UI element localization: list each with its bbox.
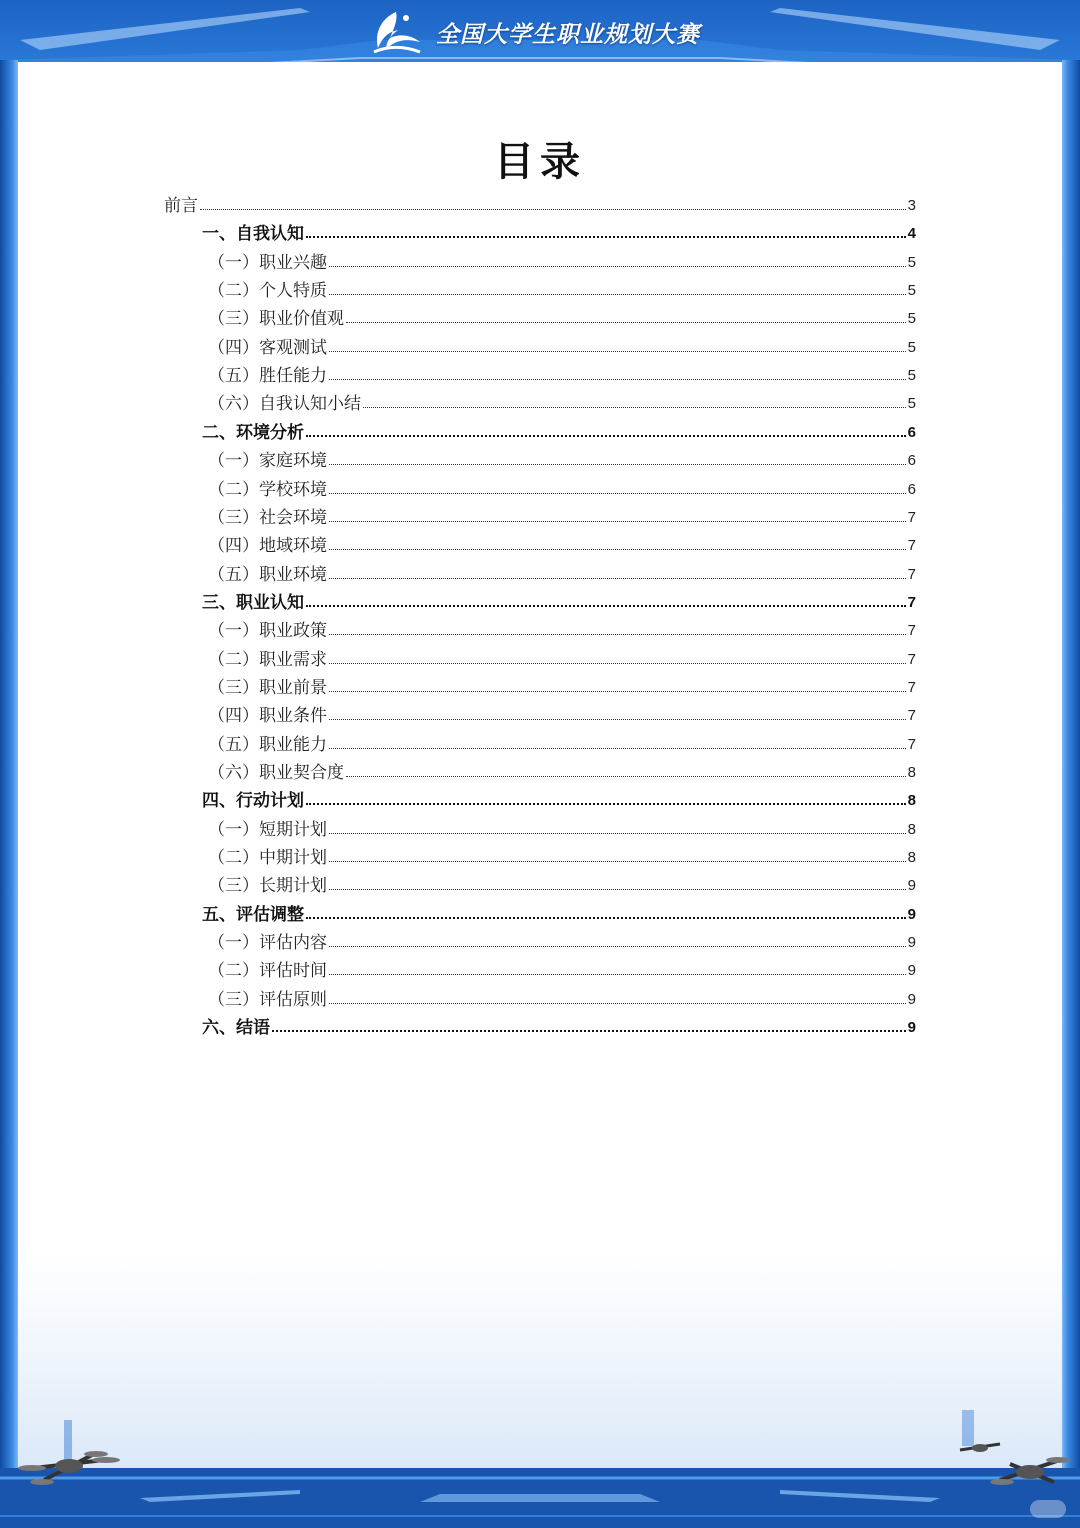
toc-dot-leader bbox=[306, 917, 906, 919]
toc-entry-label: 四、行动计划 bbox=[202, 791, 304, 812]
toc-entry-label: 一、自我认知 bbox=[202, 224, 304, 245]
toc-entry-page: 8 bbox=[907, 820, 916, 838]
frame-right bbox=[1062, 60, 1080, 1480]
toc-entry-page: 7 bbox=[907, 735, 916, 753]
toc-entry-page: 3 bbox=[907, 197, 916, 214]
toc-entry-page: 9 bbox=[907, 990, 916, 1008]
toc-entry-page: 6 bbox=[907, 423, 916, 441]
toc-dot-leader bbox=[306, 236, 906, 238]
toc-dot-leader bbox=[329, 578, 906, 579]
toc-dot-leader bbox=[329, 464, 906, 465]
toc-dot-leader bbox=[329, 974, 906, 975]
toc-entry-label: （三）长期计划 bbox=[208, 876, 327, 897]
toc-entry[interactable] bbox=[208, 472, 916, 500]
page-title: 目录 bbox=[494, 138, 586, 185]
toc-entry-page: 9 bbox=[907, 934, 916, 952]
toc-entry-page: 7 bbox=[907, 707, 916, 725]
toc-entry-label: （一）短期计划 bbox=[208, 819, 327, 840]
toc-entry-label: （二）职业需求 bbox=[208, 649, 327, 670]
toc-dot-leader bbox=[329, 719, 906, 720]
toc-entry-page: 6 bbox=[907, 452, 916, 470]
toc-dot-leader bbox=[346, 776, 906, 777]
toc-dot-leader bbox=[329, 294, 906, 295]
toc-entry-page: 5 bbox=[907, 253, 916, 271]
toc-dot-leader bbox=[329, 351, 906, 352]
toc-entry[interactable] bbox=[208, 613, 916, 641]
toc-entry-page: 8 bbox=[907, 764, 916, 781]
toc-entry[interactable] bbox=[208, 727, 916, 755]
toc-entry-page: 7 bbox=[907, 537, 916, 555]
toc-entry-label: （四）职业条件 bbox=[208, 706, 327, 727]
toc-dot-leader bbox=[329, 379, 906, 380]
toc-entry[interactable] bbox=[208, 925, 916, 953]
toc-entry-page: 7 bbox=[907, 678, 916, 696]
toc-entry-label: 二、环境分析 bbox=[202, 422, 304, 443]
toc-entry-page: 5 bbox=[907, 282, 916, 300]
toc-dot-leader bbox=[329, 946, 906, 947]
toc-entry-page: 5 bbox=[907, 310, 916, 328]
toc-dot-leader bbox=[200, 209, 906, 210]
toc-dot-leader bbox=[329, 1003, 906, 1004]
toc-entry-page: 5 bbox=[907, 395, 916, 413]
frame-left bbox=[0, 60, 18, 1480]
toc-entry[interactable] bbox=[202, 783, 916, 811]
toc-entry-page: 7 bbox=[907, 593, 916, 611]
toc-entry-label: （一）职业兴趣 bbox=[208, 252, 327, 273]
watermark-badge bbox=[1030, 1500, 1066, 1518]
toc-entry[interactable] bbox=[202, 216, 916, 244]
toc-dot-leader bbox=[329, 861, 906, 862]
competition-logo-icon bbox=[368, 8, 424, 56]
toc-entry-label: （五）职业能力 bbox=[208, 734, 327, 755]
header-brand bbox=[368, 6, 700, 58]
toc-entry-label: （五）胜任能力 bbox=[208, 366, 327, 387]
toc-entry-page: 8 bbox=[907, 792, 916, 810]
toc-entry-label: （四）客观测试 bbox=[208, 337, 327, 358]
toc-entry-label: （二）评估时间 bbox=[208, 961, 327, 982]
toc-dot-leader bbox=[346, 322, 906, 323]
toc-entry-page: 7 bbox=[907, 650, 916, 668]
toc-entry-page: 9 bbox=[907, 905, 916, 923]
toc-entry[interactable] bbox=[208, 386, 916, 414]
toc-entry[interactable] bbox=[208, 273, 916, 301]
toc-entry-page: 7 bbox=[907, 622, 916, 640]
toc-entry-label: （四）地域环境 bbox=[208, 536, 327, 557]
toc-entry-label: （三）评估原则 bbox=[208, 989, 327, 1010]
toc-entry[interactable] bbox=[208, 755, 916, 783]
toc-entry-page: 6 bbox=[907, 480, 916, 498]
toc-entry-page: 9 bbox=[907, 962, 916, 980]
toc-entry-label: （三）职业价值观 bbox=[208, 309, 344, 330]
toc-entry-page: 7 bbox=[907, 565, 916, 583]
toc-entry-label: （二）个人特质 bbox=[208, 281, 327, 302]
toc-entry-label: （二）学校环境 bbox=[208, 479, 327, 500]
toc-entry[interactable] bbox=[208, 698, 916, 726]
toc-entry[interactable] bbox=[208, 301, 916, 329]
toc-dot-leader bbox=[329, 748, 906, 749]
toc-dot-leader bbox=[329, 634, 906, 635]
toc-entry-page: 9 bbox=[907, 877, 916, 895]
toc-entry[interactable] bbox=[208, 642, 916, 670]
toc-entry[interactable] bbox=[208, 812, 916, 840]
toc-entry-label: 三、职业认知 bbox=[202, 592, 304, 613]
toc-entry-label: （一）职业政策 bbox=[208, 621, 327, 642]
toc-entry[interactable] bbox=[208, 953, 916, 981]
toc-entry[interactable] bbox=[208, 358, 916, 386]
toc-dot-leader bbox=[329, 663, 906, 664]
toc-entry-label: （一）评估内容 bbox=[208, 933, 327, 954]
toc-dot-leader bbox=[272, 1030, 906, 1032]
toc-entry-label: （六）职业契合度 bbox=[208, 763, 344, 783]
toc-entry[interactable] bbox=[208, 868, 916, 896]
toc-entry-label: 六、结语 bbox=[202, 1018, 270, 1039]
toc-entry[interactable] bbox=[208, 557, 916, 585]
toc-entry[interactable] bbox=[208, 670, 916, 698]
toc-entry[interactable] bbox=[208, 245, 916, 273]
toc-entry[interactable] bbox=[202, 1010, 916, 1038]
toc-entry-label: （二）中期计划 bbox=[208, 848, 327, 869]
drone-icon-left bbox=[14, 1420, 124, 1500]
toc-entry[interactable] bbox=[208, 528, 916, 556]
toc-dot-leader bbox=[329, 833, 906, 834]
toc-entry-page: 8 bbox=[907, 849, 916, 867]
toc-entry[interactable] bbox=[202, 897, 916, 925]
footer-banner bbox=[0, 1468, 1080, 1528]
toc-entry[interactable] bbox=[202, 585, 916, 613]
toc-dot-leader bbox=[306, 803, 906, 805]
toc-entry-label: （六）自我认知小结 bbox=[208, 394, 361, 415]
toc-entry[interactable] bbox=[208, 982, 916, 1010]
toc-dot-leader bbox=[363, 407, 906, 408]
toc-entry[interactable] bbox=[208, 443, 916, 471]
toc-dot-leader bbox=[329, 493, 906, 494]
toc-entry-page: 4 bbox=[907, 225, 916, 243]
toc-entry[interactable] bbox=[164, 188, 916, 216]
toc-dot-leader bbox=[306, 605, 906, 607]
toc-dot-leader bbox=[306, 435, 906, 437]
toc-entry-page: 5 bbox=[907, 367, 916, 385]
toc-entry-label: （一）家庭环境 bbox=[208, 451, 327, 472]
toc-entry-page: 9 bbox=[907, 1019, 916, 1037]
toc-entry[interactable] bbox=[202, 415, 916, 443]
toc-entry-label: 五、评估调整 bbox=[202, 904, 304, 925]
toc-entry-label: 前言 bbox=[164, 196, 198, 216]
drone-icon-right bbox=[950, 1410, 1070, 1500]
toc-entry-label: （三）社会环境 bbox=[208, 507, 327, 528]
toc-entry[interactable] bbox=[208, 500, 916, 528]
toc-entry[interactable] bbox=[208, 840, 916, 868]
toc-dot-leader bbox=[329, 691, 906, 692]
toc-dot-leader bbox=[329, 889, 906, 890]
toc-entry-page: 7 bbox=[907, 508, 916, 526]
toc-entry[interactable] bbox=[208, 330, 916, 358]
toc-entry-label: （五）职业环境 bbox=[208, 564, 327, 585]
brand-title: 全国大学生职业规划大赛 bbox=[436, 21, 700, 48]
toc-entry-page: 5 bbox=[907, 338, 916, 356]
toc-entry-label: （三）职业前景 bbox=[208, 677, 327, 698]
toc-dot-leader bbox=[329, 266, 906, 267]
toc-dot-leader bbox=[329, 549, 906, 550]
toc-dot-leader bbox=[329, 521, 906, 522]
